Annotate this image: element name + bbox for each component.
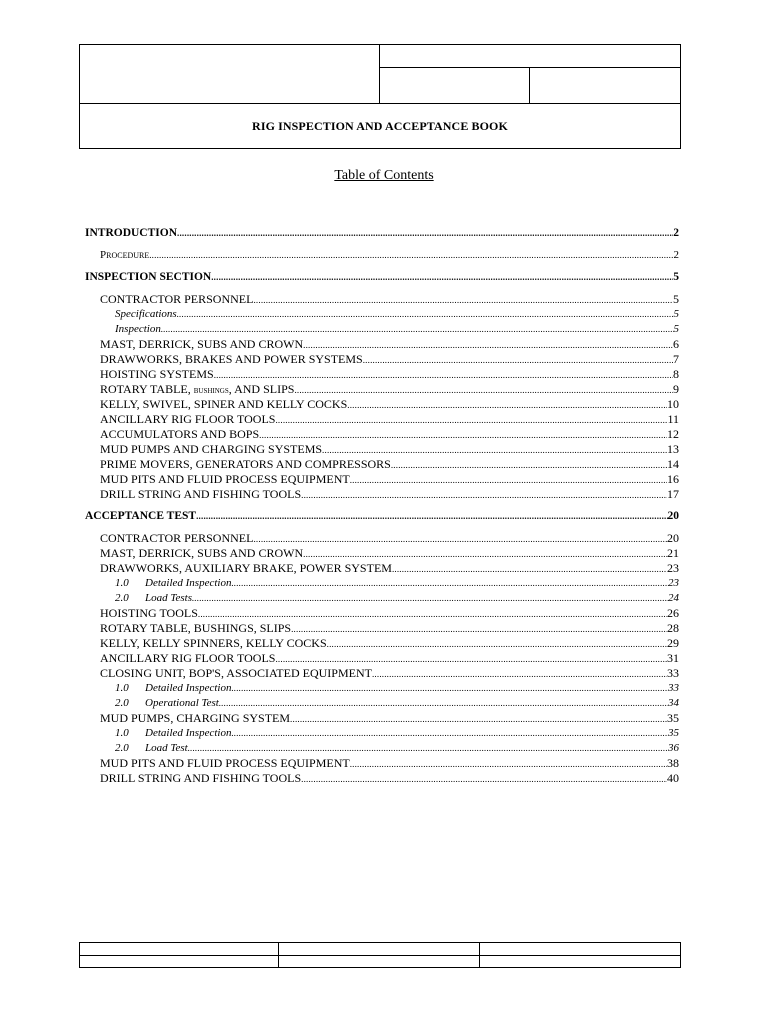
toc-entry[interactable] xyxy=(85,681,679,696)
dot-leader xyxy=(253,532,667,547)
toc-entry-label: MAST, DERRICK, SUBS AND CROWN xyxy=(100,546,304,560)
document-title: RIG INSPECTION AND ACCEPTANCE BOOK xyxy=(252,119,508,133)
dot-leader xyxy=(350,757,667,772)
label-part: ROTARY TABLE, xyxy=(100,382,194,396)
toc-page-number: 33 xyxy=(667,666,679,680)
dot-leader xyxy=(291,622,667,637)
toc-page-number: 36 xyxy=(668,742,679,754)
spacer xyxy=(85,241,679,248)
label-text: Load Test xyxy=(145,742,188,754)
toc-page-number: 20 xyxy=(667,531,679,545)
toc-page-number: 34 xyxy=(668,697,679,709)
toc-entry[interactable] xyxy=(85,472,679,487)
toc-page-number: 12 xyxy=(667,427,679,441)
toc-page-number: 5 xyxy=(673,292,679,306)
toc-entry-label: Specifications xyxy=(115,308,177,320)
toc-entry-label xyxy=(115,681,231,696)
section-number: 1.0 xyxy=(115,577,129,589)
label-text: Detailed Inspection xyxy=(145,727,232,739)
footer-column-divider xyxy=(278,943,279,967)
dot-leader xyxy=(303,547,667,562)
toc-entry[interactable] xyxy=(85,621,679,636)
section-number: 2.0 xyxy=(115,697,129,709)
toc-entry[interactable] xyxy=(85,531,679,546)
section-number: 1.0 xyxy=(115,682,129,694)
header-table xyxy=(79,44,681,149)
toc-page-number: 16 xyxy=(667,472,679,486)
header-cell-top-right xyxy=(380,45,681,68)
toc-page-number: 23 xyxy=(668,577,679,589)
toc-entry[interactable] xyxy=(85,756,679,771)
section-number: 2.0 xyxy=(115,742,129,754)
dot-leader xyxy=(350,473,667,488)
toc-entry[interactable] xyxy=(85,636,679,651)
toc-entry[interactable] xyxy=(85,651,679,666)
dot-leader xyxy=(347,398,667,413)
toc-page-number: 7 xyxy=(673,352,679,366)
toc-page-number: 17 xyxy=(667,487,679,501)
toc-entry-label: DRAWWORKS, BRAKES AND POWER SYSTEMS xyxy=(100,352,363,366)
header-cell-bottom-middle xyxy=(380,68,530,103)
dot-leader xyxy=(198,607,667,622)
dot-leader xyxy=(211,270,673,285)
dot-leader xyxy=(275,413,667,428)
toc-entry[interactable] xyxy=(85,666,679,681)
toc-page-number: 8 xyxy=(673,367,679,381)
toc-entry[interactable] xyxy=(85,771,679,786)
dot-leader xyxy=(327,637,667,652)
toc-entry[interactable] xyxy=(85,367,679,382)
toc-entry-label: MUD PITS AND FLUID PROCESS EQUIPMENT xyxy=(100,756,350,770)
toc-entry-label xyxy=(115,726,231,741)
label-part: , AND SLIPS xyxy=(228,382,295,396)
toc-entry-label: INSPECTION SECTION xyxy=(85,271,212,283)
header-cell-bottom-right xyxy=(530,68,681,103)
section-number: 2.0 xyxy=(115,592,129,604)
spacer xyxy=(85,524,679,531)
dot-leader xyxy=(149,248,673,263)
toc-page-number: 20 xyxy=(667,510,679,522)
toc-entry-label xyxy=(115,696,219,711)
dot-leader xyxy=(275,652,667,667)
spacer xyxy=(85,285,679,292)
toc-entry-label: ANCILLARY RIG FLOOR TOOLS xyxy=(100,651,276,665)
dot-leader xyxy=(177,226,673,241)
dot-leader xyxy=(301,772,667,787)
toc-entry-label: MUD PUMPS AND CHARGING SYSTEMS xyxy=(100,442,323,456)
toc-entry-label: Procedure xyxy=(100,249,150,261)
toc-entry[interactable] xyxy=(85,591,679,606)
toc-entry[interactable] xyxy=(85,457,679,472)
footer-column-divider xyxy=(479,943,480,967)
toc-entry[interactable] xyxy=(85,741,679,756)
toc-entry[interactable] xyxy=(85,322,679,337)
toc-heading: Table of Contents xyxy=(334,168,434,183)
toc-page-number: 38 xyxy=(667,756,679,770)
toc-page-number: 10 xyxy=(667,397,679,411)
toc-entry-label: CONTRACTOR PERSONNEL xyxy=(100,531,254,545)
toc-entry-acceptance-test[interactable] xyxy=(85,509,679,524)
label-text: Detailed Inspection xyxy=(145,682,232,694)
toc-page-number: 33 xyxy=(668,682,679,694)
toc-entry-procedure[interactable] xyxy=(85,248,679,263)
toc-entry-label xyxy=(115,591,192,606)
label-text: Operational Test xyxy=(145,697,219,709)
toc-entry-label: MAST, DERRICK, SUBS AND CROWN xyxy=(100,337,304,351)
toc-entry-label: ACCEPTANCE TEST xyxy=(85,510,197,522)
label-part: bushings xyxy=(193,385,229,396)
toc-entry-label: MUD PITS AND FLUID PROCESS EQUIPMENT xyxy=(100,472,350,486)
toc-entry-label: HOISTING TOOLS xyxy=(100,606,198,620)
toc-entry[interactable] xyxy=(85,561,679,576)
header-top-row xyxy=(80,45,680,104)
dot-leader xyxy=(301,488,667,503)
label-text: Load Tests xyxy=(145,592,192,604)
toc-page-number: 11 xyxy=(667,412,679,426)
toc-page-number: 13 xyxy=(667,442,679,456)
dot-leader xyxy=(188,741,668,756)
toc-entry-label: DRILL STRING AND FISHING TOOLS xyxy=(100,487,302,501)
toc-entry-introduction[interactable] xyxy=(85,226,679,241)
toc-page-number: 35 xyxy=(668,727,679,739)
toc-page-number: 35 xyxy=(667,711,679,725)
toc-entry-inspection-section[interactable] xyxy=(85,270,679,285)
dot-leader xyxy=(231,726,668,741)
toc-entry[interactable] xyxy=(85,337,679,352)
toc-page-number: 5 xyxy=(673,271,679,283)
section-number: 1.0 xyxy=(115,727,129,739)
dot-leader xyxy=(363,353,673,368)
toc-page-number: 24 xyxy=(668,592,679,604)
toc-entry-label xyxy=(100,382,294,398)
toc-entry-label xyxy=(115,576,231,591)
toc-entry[interactable] xyxy=(85,576,679,591)
label-text: Detailed Inspection xyxy=(145,577,232,589)
toc-entry-label: HOISTING SYSTEMS xyxy=(100,367,214,381)
toc-entry-label: DRAWWORKS, AUXILIARY BRAKE, POWER SYSTEM xyxy=(100,561,392,575)
toc-page-number: 5 xyxy=(673,323,679,335)
toc-entry-label: INTRODUCTION xyxy=(85,227,178,239)
toc-entry-label xyxy=(115,741,188,756)
header-logo-cell xyxy=(80,45,380,103)
toc-entry[interactable] xyxy=(85,427,679,442)
dot-leader xyxy=(219,696,668,711)
toc-page-number: 5 xyxy=(673,308,679,320)
dot-leader xyxy=(253,293,673,308)
toc-page-number: 40 xyxy=(667,771,679,785)
toc-entry-label: KELLY, SWIVEL, SPINER AND KELLY COCKS xyxy=(100,397,348,411)
toc-entry-label: DRILL STRING AND FISHING TOOLS xyxy=(100,771,302,785)
dot-leader xyxy=(214,368,673,383)
toc-page-number: 2 xyxy=(673,227,679,239)
toc-entry[interactable] xyxy=(85,397,679,412)
toc-entry-label: PRIME MOVERS, GENERATORS AND COMPRESSORS xyxy=(100,457,391,471)
toc-page-number: 31 xyxy=(667,651,679,665)
toc-entry-label: ROTARY TABLE, BUSHINGS, SLIPS xyxy=(100,621,292,635)
toc-entry[interactable] xyxy=(85,442,679,457)
spacer xyxy=(85,502,679,509)
dot-leader xyxy=(322,443,667,458)
toc-entry[interactable] xyxy=(85,546,679,561)
dot-leader xyxy=(192,591,668,606)
toc-page-number: 23 xyxy=(667,561,679,575)
dot-leader xyxy=(392,562,667,577)
toc-entry[interactable] xyxy=(85,412,679,427)
toc-entry[interactable] xyxy=(85,352,679,367)
dot-leader xyxy=(196,509,667,524)
toc-entry[interactable] xyxy=(85,307,679,322)
toc-entry[interactable] xyxy=(85,696,679,711)
toc-page-number: 21 xyxy=(667,546,679,560)
dot-leader xyxy=(303,338,673,353)
toc-entry-label: ANCILLARY RIG FLOOR TOOLS xyxy=(100,412,276,426)
toc-entry-label: CLOSING UNIT, BOP'S, ASSOCIATED EQUIPMENT xyxy=(100,666,372,680)
dot-leader xyxy=(391,458,667,473)
dot-leader xyxy=(294,383,673,398)
dot-leader xyxy=(231,576,668,591)
toc-entry[interactable] xyxy=(85,726,679,741)
toc-page-number: 9 xyxy=(673,382,679,396)
toc-page-number: 2 xyxy=(673,249,679,261)
toc-entry[interactable] xyxy=(85,382,679,397)
toc-entry[interactable] xyxy=(85,292,679,307)
dot-leader xyxy=(231,681,668,696)
footer-row-divider xyxy=(80,955,680,956)
toc-entry[interactable] xyxy=(85,606,679,621)
toc-entry-label: Inspection xyxy=(115,323,161,335)
footer-table xyxy=(79,942,681,968)
table-of-contents xyxy=(85,226,679,786)
dot-leader xyxy=(161,322,674,337)
dot-leader xyxy=(177,307,674,322)
toc-page-number: 29 xyxy=(667,636,679,650)
dot-leader xyxy=(290,712,667,727)
dot-leader xyxy=(259,428,667,443)
toc-entry-label: KELLY, KELLY SPINNERS, KELLY COCKS xyxy=(100,636,327,650)
toc-entry-label: ACCUMULATORS AND BOPS xyxy=(100,427,260,441)
toc-entry-label: MUD PUMPS, CHARGING SYSTEM xyxy=(100,711,291,725)
toc-page-number: 26 xyxy=(667,606,679,620)
dot-leader xyxy=(372,667,667,682)
toc-entry[interactable] xyxy=(85,711,679,726)
toc-entry[interactable] xyxy=(85,487,679,502)
toc-page-number: 28 xyxy=(667,621,679,635)
toc-page-number: 14 xyxy=(667,457,679,471)
toc-page-number: 6 xyxy=(673,337,679,351)
spacer xyxy=(85,263,679,270)
toc-entry-label: CONTRACTOR PERSONNEL xyxy=(100,292,254,306)
